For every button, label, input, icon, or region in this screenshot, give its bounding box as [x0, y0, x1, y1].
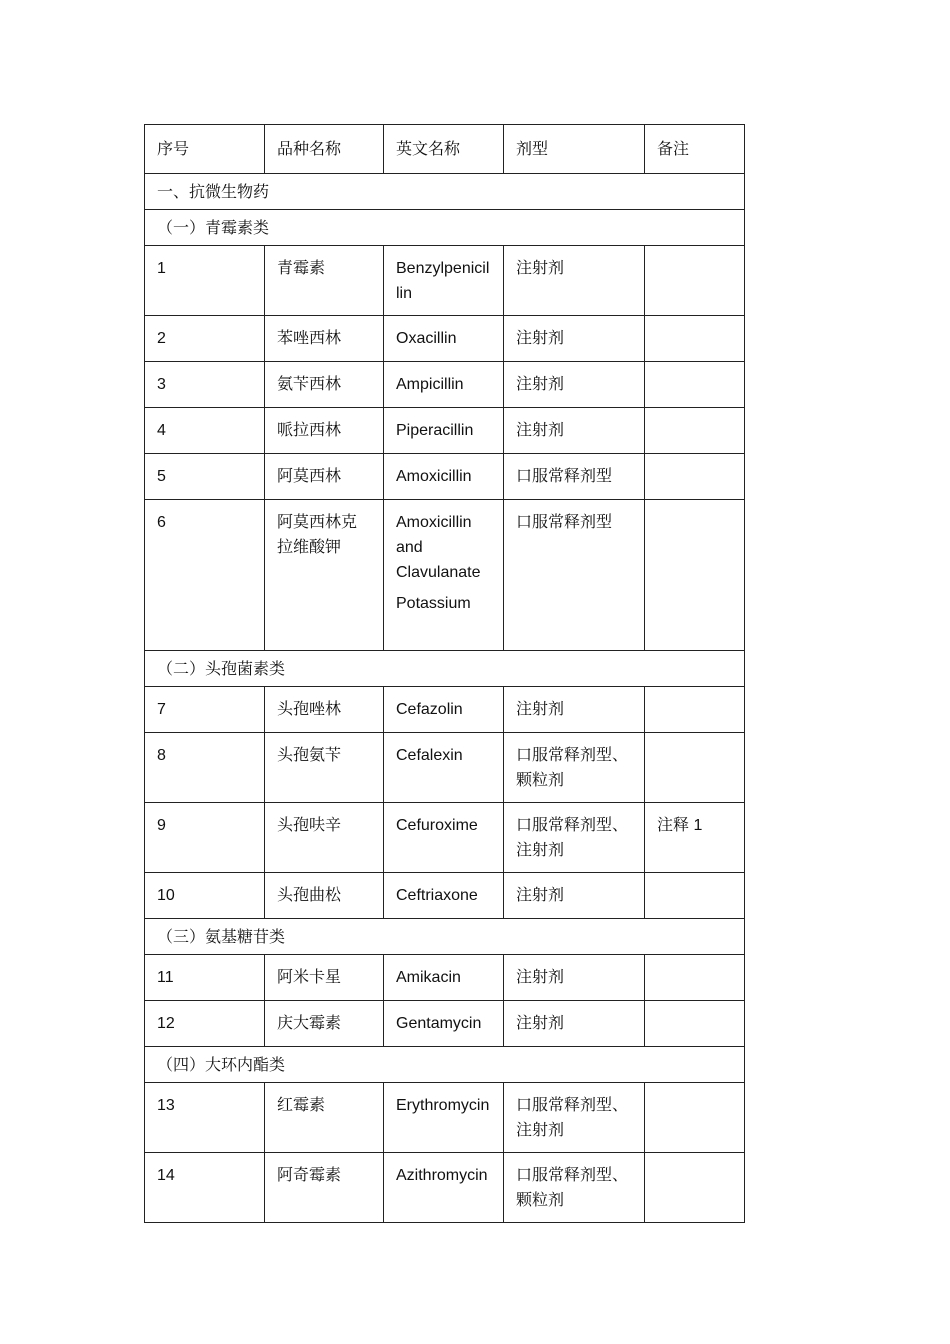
cell-note	[645, 873, 745, 919]
cell-no: 1	[145, 246, 265, 316]
table-row	[145, 408, 745, 454]
en-line: and	[396, 539, 423, 556]
cell-name-cn: 庆大霉素	[265, 1001, 384, 1047]
cell-note	[645, 500, 745, 651]
table-row	[145, 316, 745, 362]
category-row	[145, 174, 745, 210]
header-name-cn: 品种名称	[265, 125, 384, 174]
cell-no: 13	[145, 1083, 265, 1153]
header-note: 备注	[645, 125, 745, 174]
cell-note	[645, 362, 745, 408]
cell-name-cn: 头孢呋辛	[265, 803, 384, 873]
section-title: （一）青霉素类	[145, 210, 745, 246]
cell-no: 3	[145, 362, 265, 408]
cell-name-en: Ceftriaxone	[384, 873, 504, 919]
cell-note	[645, 687, 745, 733]
section-title: （二）头孢菌素类	[145, 651, 745, 687]
cell-no: 5	[145, 454, 265, 500]
en-line: Clavulanate	[396, 564, 481, 581]
table-row	[145, 1153, 745, 1223]
cell-name-cn: 青霉素	[265, 246, 384, 316]
cell-form: 注射剂	[504, 687, 645, 733]
table-row	[145, 454, 745, 500]
cell-form: 口服常释剂型、颗粒剂	[504, 733, 645, 803]
cell-name-cn: 头孢曲松	[265, 873, 384, 919]
cell-note	[645, 1083, 745, 1153]
table-header-row	[145, 125, 745, 174]
cell-no: 2	[145, 316, 265, 362]
cell-form: 注射剂	[504, 955, 645, 1001]
table-row	[145, 362, 745, 408]
section-title: （四）大环内酯类	[145, 1047, 745, 1083]
cell-note	[645, 733, 745, 803]
cell-name-en: Cefalexin	[384, 733, 504, 803]
table-row	[145, 733, 745, 803]
drug-table	[144, 124, 745, 1223]
cell-form: 注射剂	[504, 316, 645, 362]
cell-form: 注射剂	[504, 873, 645, 919]
header-name-en: 英文名称	[384, 125, 504, 174]
table-row	[145, 500, 745, 651]
cell-name-cn: 阿莫西林	[265, 454, 384, 500]
cell-name-en: Cefuroxime	[384, 803, 504, 873]
cell-no: 9	[145, 803, 265, 873]
cell-name-cn: 阿米卡星	[265, 955, 384, 1001]
cell-name-cn: 头孢唑林	[265, 687, 384, 733]
cell-form: 注射剂	[504, 246, 645, 316]
en-line: Potassium	[396, 595, 471, 612]
cell-name-en: Benzylpenicillin	[384, 246, 504, 316]
cell-no: 11	[145, 955, 265, 1001]
cell-name-en: Azithromycin	[384, 1153, 504, 1223]
cell-note	[645, 454, 745, 500]
cell-name-en: Ampicillin	[384, 362, 504, 408]
category-title: 一、抗微生物药	[145, 174, 745, 210]
cell-name-en: Amikacin	[384, 955, 504, 1001]
cell-name-cn: 红霉素	[265, 1083, 384, 1153]
cell-no: 14	[145, 1153, 265, 1223]
cell-name-en: Cefazolin	[384, 687, 504, 733]
cell-form: 注射剂	[504, 408, 645, 454]
cell-note	[645, 408, 745, 454]
section-title: （三）氨基糖苷类	[145, 919, 745, 955]
cell-form: 口服常释剂型、颗粒剂	[504, 1153, 645, 1223]
header-no: 序号	[145, 125, 265, 174]
cell-note	[645, 1153, 745, 1223]
cell-note: 注释 1	[645, 803, 745, 873]
cell-no: 12	[145, 1001, 265, 1047]
cell-form: 口服常释剂型	[504, 500, 645, 651]
cell-name-en: Gentamycin	[384, 1001, 504, 1047]
section-row	[145, 210, 745, 246]
cell-name-cn: 苯唑西林	[265, 316, 384, 362]
cell-name-en: Oxacillin	[384, 316, 504, 362]
cell-note	[645, 316, 745, 362]
table-row	[145, 246, 745, 316]
cell-name-cn: 氨苄西林	[265, 362, 384, 408]
cell-form: 注射剂	[504, 362, 645, 408]
table-row	[145, 1083, 745, 1153]
table-row	[145, 1001, 745, 1047]
cell-note	[645, 1001, 745, 1047]
section-row	[145, 1047, 745, 1083]
cell-name-cn: 头孢氨苄	[265, 733, 384, 803]
cell-name-cn: 阿奇霉素	[265, 1153, 384, 1223]
cell-form: 口服常释剂型、注射剂	[504, 1083, 645, 1153]
section-row	[145, 651, 745, 687]
section-row	[145, 919, 745, 955]
cell-form: 口服常释剂型、注射剂	[504, 803, 645, 873]
cell-no: 10	[145, 873, 265, 919]
cell-no: 8	[145, 733, 265, 803]
cell-name-en: Amoxicillin	[384, 454, 504, 500]
table-row	[145, 803, 745, 873]
cell-name-en	[384, 500, 504, 651]
cell-form: 注射剂	[504, 1001, 645, 1047]
cell-note	[645, 246, 745, 316]
header-form: 剂型	[504, 125, 645, 174]
cell-name-cn: 阿莫西林克拉维酸钾	[265, 500, 384, 651]
cell-no: 4	[145, 408, 265, 454]
en-line: Amoxicillin	[396, 514, 472, 531]
cell-note	[645, 955, 745, 1001]
cell-name-en: Erythromycin	[384, 1083, 504, 1153]
cell-name-cn: 哌拉西林	[265, 408, 384, 454]
table-row	[145, 955, 745, 1001]
cell-name-en: Piperacillin	[384, 408, 504, 454]
cell-no: 6	[145, 500, 265, 651]
cell-no: 7	[145, 687, 265, 733]
table-row	[145, 873, 745, 919]
table-row	[145, 687, 745, 733]
cell-form: 口服常释剂型	[504, 454, 645, 500]
